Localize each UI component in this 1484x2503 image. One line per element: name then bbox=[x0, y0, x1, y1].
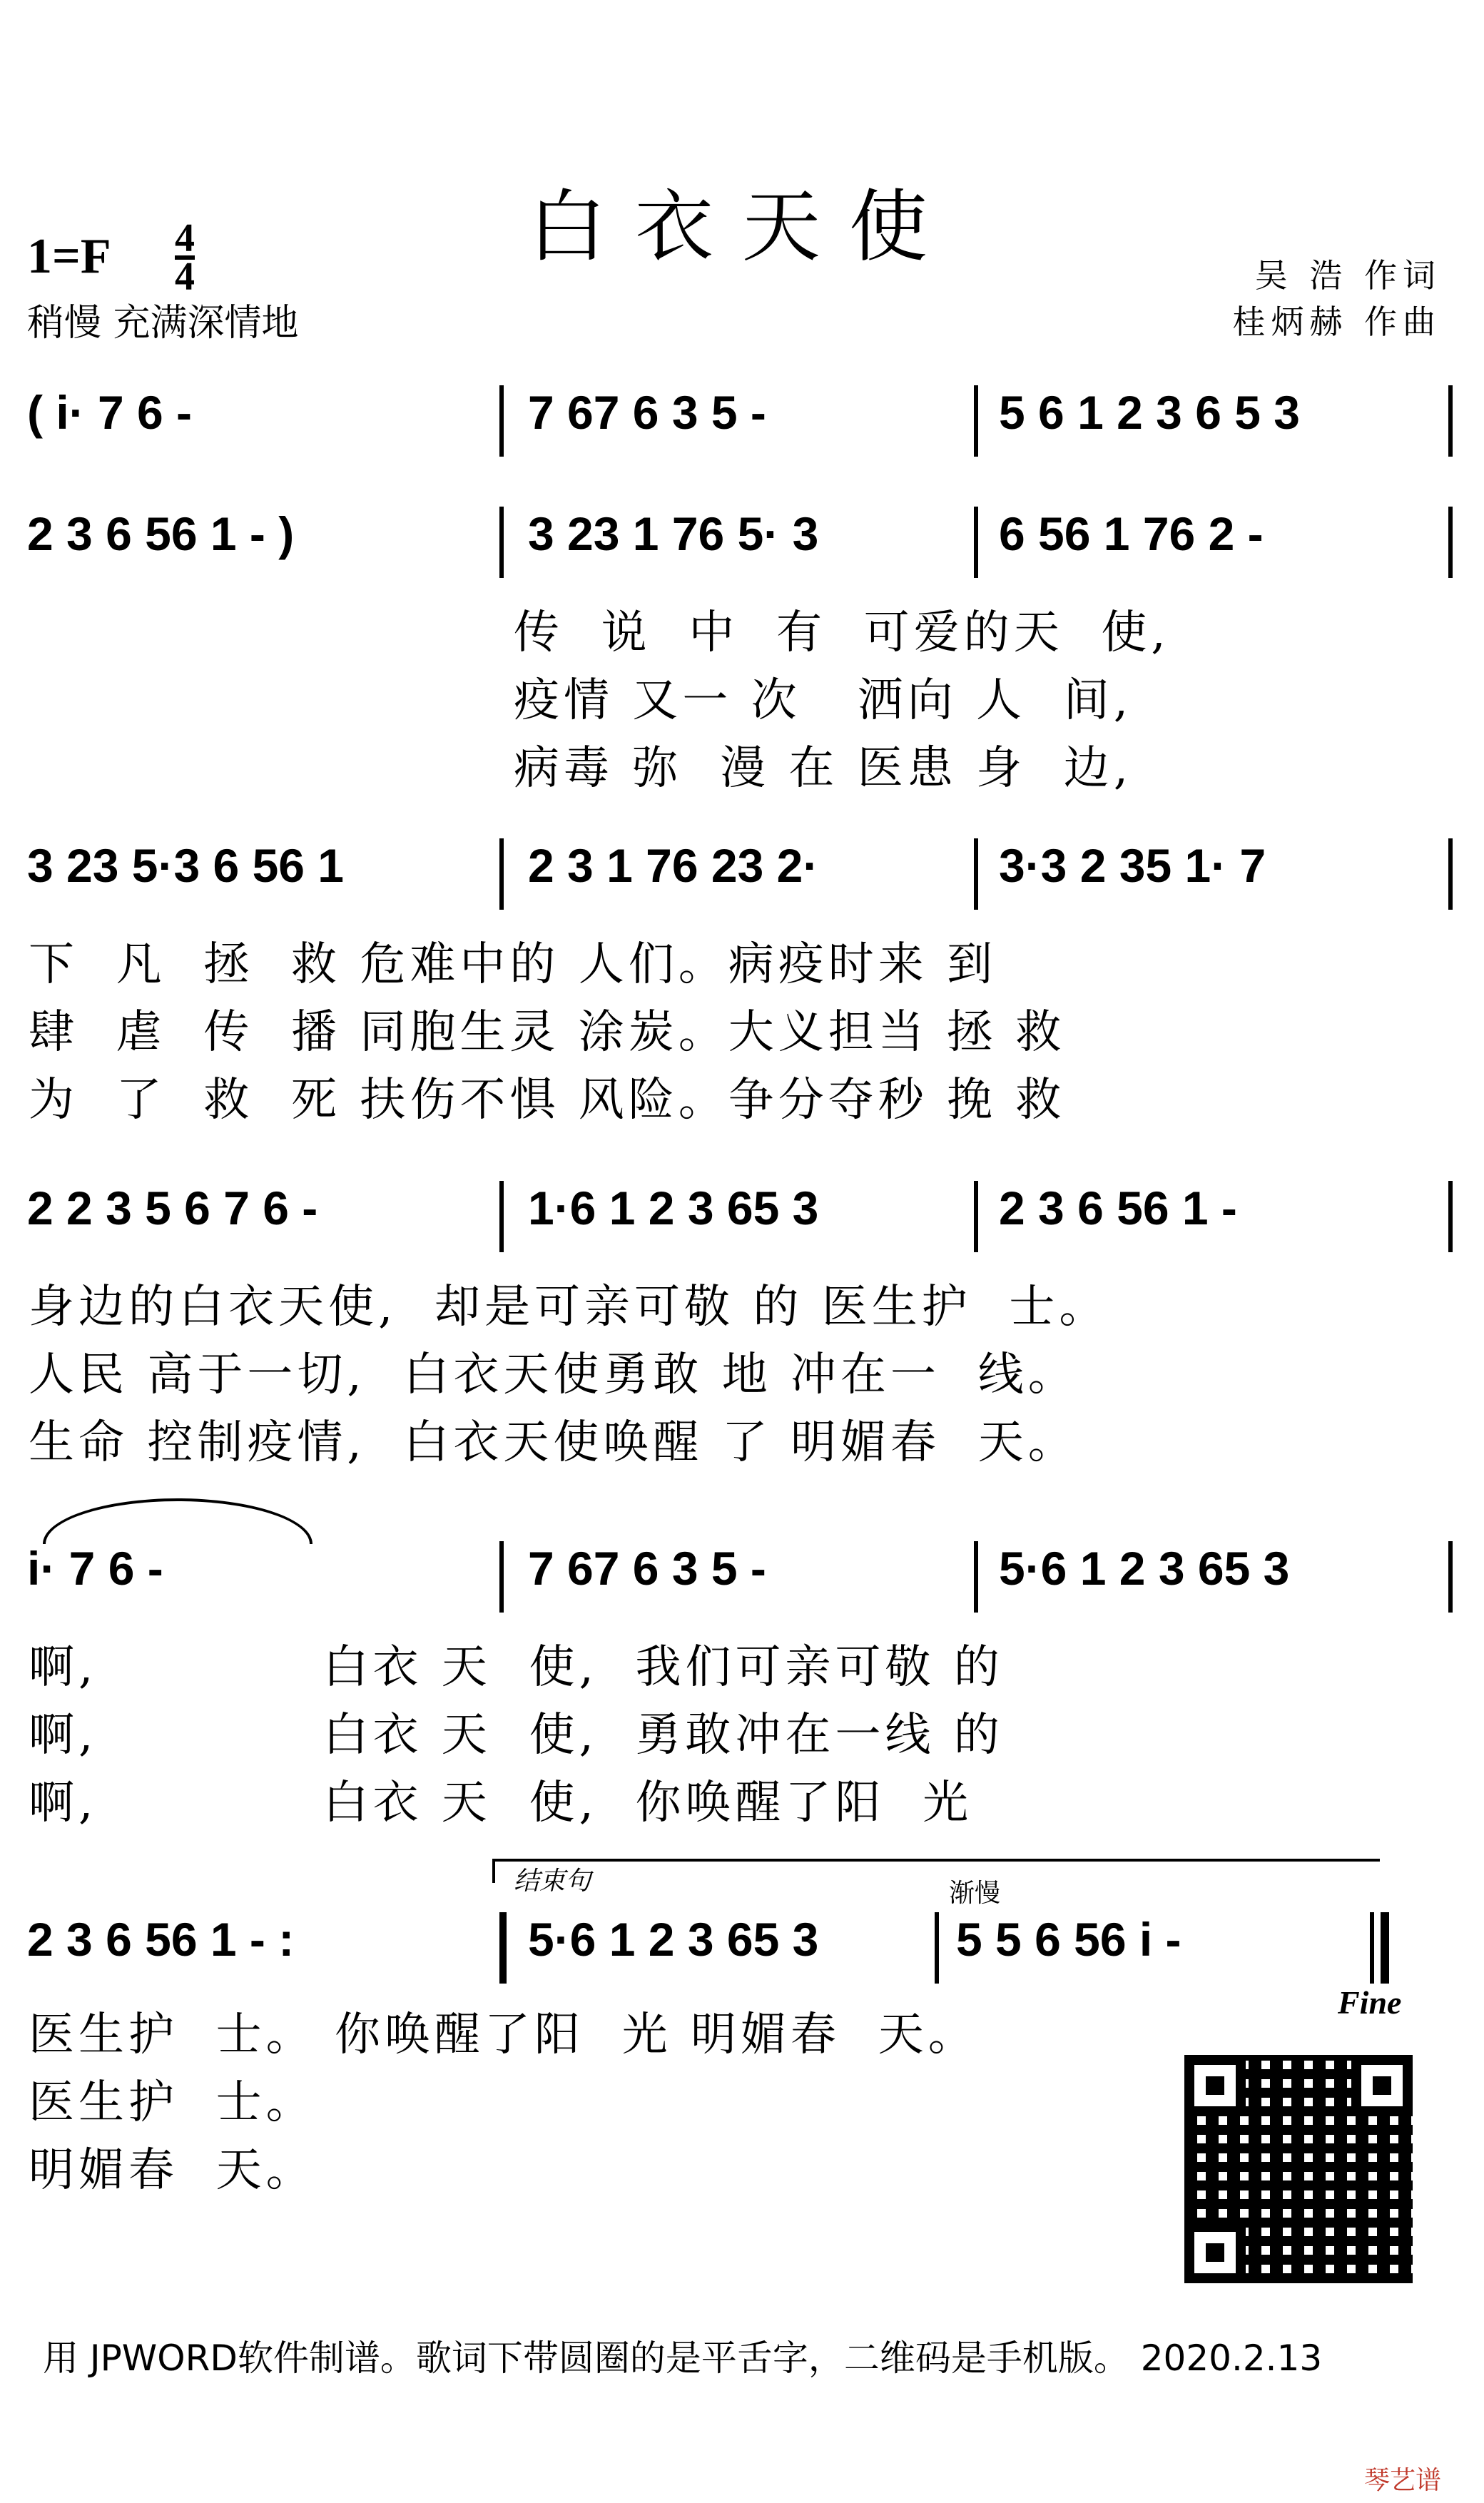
measure-13: i· 7 6 - bbox=[27, 1542, 163, 1595]
lyric-line: 人民 高于一切, 白衣天使勇敢 地 冲在一 线。 bbox=[29, 1349, 1078, 1401]
repeat-barline bbox=[499, 1912, 507, 1984]
measure-18: 5 5 6 56 i - bbox=[956, 1913, 1181, 1966]
barline bbox=[1448, 1541, 1453, 1613]
qr-finder bbox=[1184, 2055, 1246, 2116]
measure-5: 3 23 1 76 5· 3 bbox=[528, 507, 819, 560]
measure-16: 2 3 6 56 1 - : bbox=[27, 1913, 295, 1966]
measure-12: 2 3 6 56 1 - bbox=[999, 1182, 1237, 1234]
measure-15: 5·6 1 2 3 65 3 bbox=[999, 1542, 1290, 1595]
song-title: 白衣天使 bbox=[528, 181, 956, 273]
ritardando-mark: 渐慢 bbox=[949, 1879, 1001, 1908]
lyricist-credit: 吴 浩 作词 bbox=[1254, 256, 1441, 295]
qr-finder bbox=[1184, 2222, 1246, 2283]
barline bbox=[499, 1541, 504, 1613]
composer-credit: 桂炳赫 作曲 bbox=[1232, 303, 1441, 341]
time-sig-top: 4 bbox=[175, 216, 195, 260]
brand-logo: 琴艺谱 bbox=[1363, 2466, 1441, 2495]
measure-14: 7 67 6 3 5 - bbox=[528, 1542, 766, 1595]
lyric-line: 啊, 白衣 天 使, 我们可亲可敬 的 bbox=[29, 1641, 1004, 1694]
barline bbox=[1448, 507, 1453, 578]
barline bbox=[499, 1181, 504, 1252]
barline bbox=[974, 385, 978, 457]
key-signature: 1=F bbox=[27, 229, 111, 284]
measure-11: 1·6 1 2 3 65 3 bbox=[528, 1182, 819, 1234]
lyric-line: 为 了 救 死 扶伤不惧 风险。争分夺秒 挽 救 bbox=[29, 1074, 1066, 1127]
measure-1: ( i· 7 6 - bbox=[27, 386, 193, 439]
ending-bracket bbox=[492, 1859, 1380, 1883]
barline bbox=[1448, 1181, 1453, 1252]
barline bbox=[974, 1181, 978, 1252]
lyric-line: 啊, 白衣 天 使, 勇敢冲在一线 的 bbox=[29, 1709, 1004, 1762]
lyric-line: 医生护 士。 bbox=[29, 2076, 316, 2129]
staff-row-1 bbox=[0, 385, 1484, 507]
fine-mark: Fine bbox=[1338, 1984, 1402, 2021]
measure-8: 2 3 1 76 23 2· bbox=[528, 839, 819, 892]
slur-mark bbox=[43, 1498, 312, 1544]
barline bbox=[499, 507, 504, 578]
measure-10: 2 2 3 5 6 7 6 - bbox=[27, 1182, 318, 1234]
footer-note: 用 JPWORD软件制谱。歌词下带圆圈的是平舌字，二维码是手机版。 2020.2.13 bbox=[43, 2337, 1323, 2379]
measure-9: 3·3 2 35 1· 7 bbox=[999, 839, 1266, 892]
time-sig-bottom: 4 bbox=[175, 255, 195, 299]
barline bbox=[974, 507, 978, 578]
barline bbox=[974, 838, 978, 910]
qr-finder bbox=[1351, 2055, 1413, 2116]
lyric-line: 生命 控制疫情, 白衣天使唤醒 了 明媚春 天。 bbox=[29, 1416, 1078, 1469]
final-barline bbox=[1381, 1912, 1389, 1984]
lyric-line: 啊, 白衣 天 使, 你唤醒了阳 光 bbox=[29, 1777, 973, 1829]
time-signature bbox=[175, 216, 195, 299]
measure-6: 6 56 1 76 2 - bbox=[999, 507, 1264, 560]
lyric-line: 传 说 中 有 可爱的天 使, bbox=[514, 606, 1170, 659]
measure-4: 2 3 6 56 1 - ) bbox=[27, 507, 295, 560]
lyric-line: 病毒 弥 漫 在 医患 身 边, bbox=[514, 742, 1133, 795]
qr-code-image bbox=[1184, 2055, 1413, 2283]
measure-17: 5·6 1 2 3 65 3 bbox=[528, 1913, 819, 1966]
barline bbox=[499, 838, 504, 910]
barline bbox=[935, 1912, 939, 1984]
tempo-marking: 稍慢 充满深情地 bbox=[27, 302, 299, 345]
measure-2: 7 67 6 3 5 - bbox=[528, 386, 766, 439]
lyric-line: 医生护 士。 你唤醒了阳 光 明媚春 天。 bbox=[29, 2009, 978, 2061]
lyric-line: 明媚春 天。 bbox=[29, 2144, 316, 2197]
lyric-line: 身边的白衣天使, 却是可亲可敬 的 医生护 士。 bbox=[29, 1281, 1109, 1334]
lyric-line: 肆 虐 传 播 同胞生灵 涂炭。大义担当 拯 救 bbox=[29, 1006, 1066, 1059]
barline bbox=[499, 385, 504, 457]
measure-3: 5 6 1 2 3 6 5 3 bbox=[999, 386, 1301, 439]
barline bbox=[1448, 385, 1453, 457]
lyric-line: 下 凡 拯 救 危难中的 人们。病疫时来 到 bbox=[29, 938, 997, 991]
lyric-line: 疫情 又一 次 洒向 人 间, bbox=[514, 674, 1133, 727]
barline bbox=[974, 1541, 978, 1613]
measure-7: 3 23 5·3 6 56 1 bbox=[27, 839, 345, 892]
barline bbox=[1448, 838, 1453, 910]
ending-label: 结束句 bbox=[514, 1867, 591, 1896]
barline bbox=[1370, 1912, 1374, 1984]
